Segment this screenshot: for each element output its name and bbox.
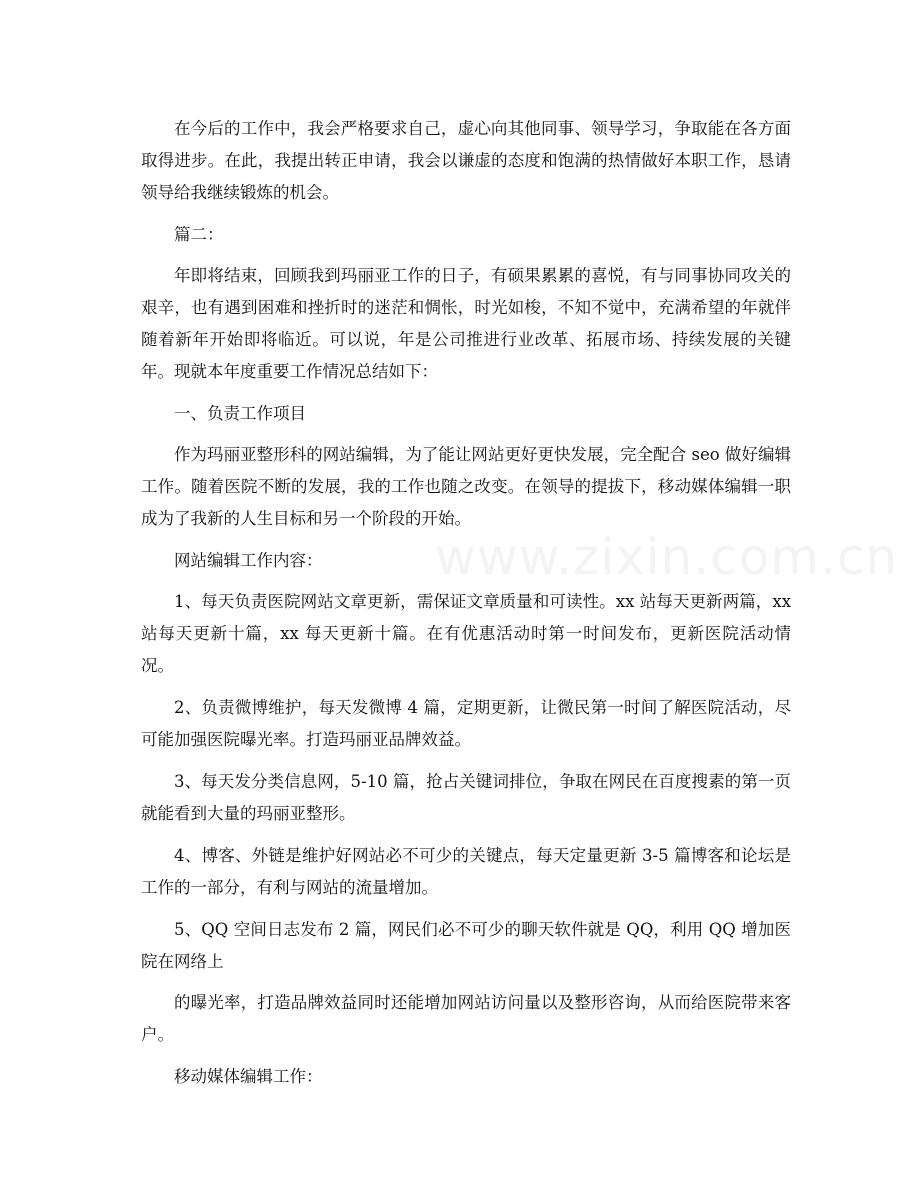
document-body (141, 113, 791, 1102)
list-item-4: 4、博客、外链是维护好网站必不可少的关键点，每天定量更新 3-5 篇博客和论坛是工作的一部分，有利与网站的流量增加。 (141, 846, 791, 897)
paragraph-closing-request: 在今后的工作中，我会严格要求自己，虚心向其他同事、领导学习，争取能在各方面取得进步。在此，我提出转正申请，我会以谦虚的态度和饱满的热情做好本职工作，恳请领导给我继续锻炼的机会。 (141, 119, 791, 202)
watermark: www.zixin.com.cn (435, 528, 899, 586)
list-item-1: 1、每天负责医院网站文章更新，需保证文章质量和可读性。xx 站每天更新两篇，xx 站每天更新十篇，xx 每天更新十篇。在有优惠活动时第一时间发布，更新医院活动情况。 (141, 592, 791, 675)
section-heading-part-two: 篇二： (174, 225, 224, 244)
list-item-5: 5、QQ 空间日志发布 2 篇，网民们必不可少的聊天软件就是 QQ，利用 QQ 增加医院在网络上 (141, 920, 791, 971)
paragraph-web-editor-role: 作为玛丽亚整形科的网站编辑，为了能让网站更好更快发展，完全配合 seo 做好编辑工作。随着医院不断的发展，我的工作也随之改变。在领导的提拔下，移动媒体编辑一职成为了我新的人生目标和另一个阶段的开始。 (141, 445, 791, 528)
heading-web-editing-content: 网站编辑工作内容： (174, 551, 323, 570)
list-item-3: 3、每天发分类信息网，5-10 篇，抢占关键词排位，争取在网民在百度搜素的第一页就能看到大量的玛丽亚整形。 (141, 772, 791, 823)
list-item-5-continued: 的曝光率，打造品牌效益同时还能增加网站访问量以及整形咨询，从而给医院带来客户。 (141, 993, 791, 1044)
list-item-2: 2、负责微博维护，每天发微博 4 篇，定期更新，让微民第一时间了解医院活动，尽可能加强医院曝光率。打造玛丽亚品牌效益。 (141, 698, 791, 749)
heading-mobile-media-editing: 移动媒体编辑工作： (174, 1067, 323, 1086)
paragraph-year-review: 年即将结束，回顾我到玛丽亚工作的日子，有硕果累累的喜悦，有与同事协同攻关的艰辛，也有遇到困难和挫折时的迷茫和惆怅，时光如梭，不知不觉中，充满希望的年就伴随着新年开始即将临近。可以说，年是公司推进行业改革、拓展市场、持续发展的关键年。现就本年度重要工作情况总结如下： (141, 266, 791, 381)
heading-work-items: 一、负责工作项目 (174, 404, 306, 423)
